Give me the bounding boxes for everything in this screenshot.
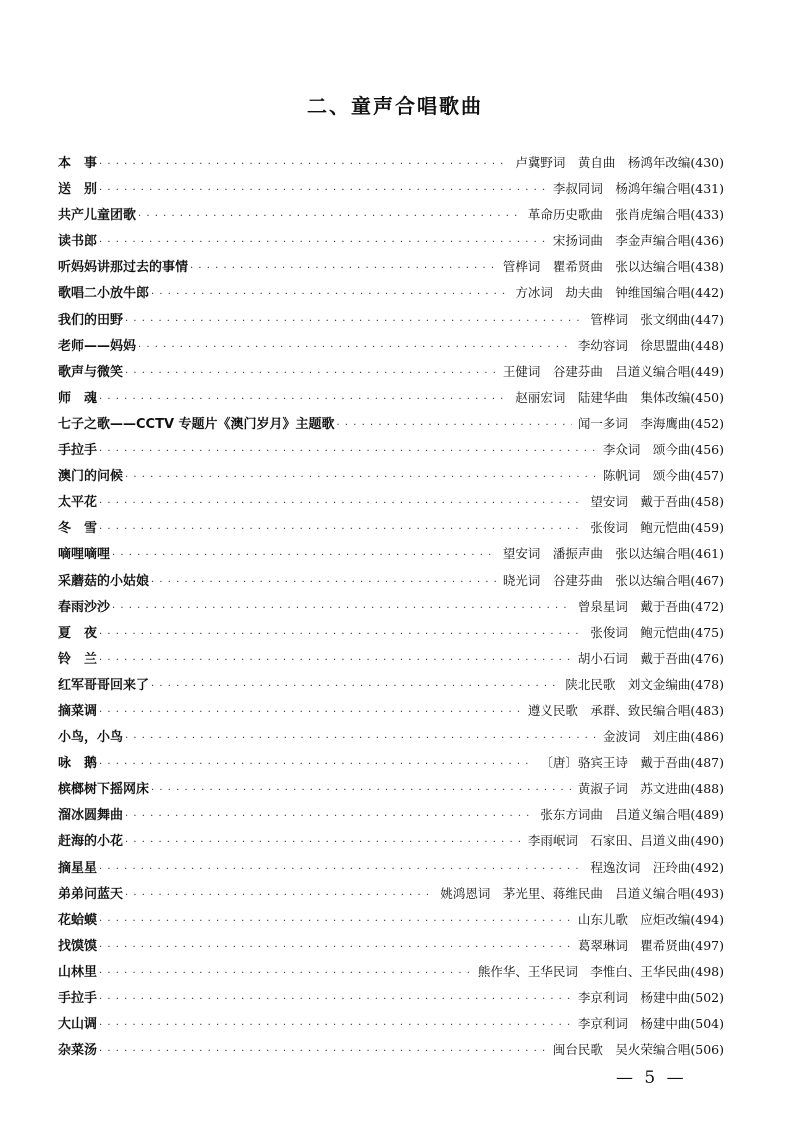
toc-entry xyxy=(58,776,724,802)
page-reference: (486) xyxy=(690,729,724,745)
toc-entry xyxy=(58,620,724,646)
dot-leader xyxy=(99,152,509,178)
dot-leader xyxy=(99,987,572,1013)
page-reference: (492) xyxy=(690,859,724,875)
page-reference: (450) xyxy=(690,389,724,405)
page-reference: (483) xyxy=(690,702,724,718)
toc-entry xyxy=(58,254,724,280)
page-reference: (506) xyxy=(690,1042,724,1058)
page-reference: (467) xyxy=(690,572,724,588)
toc-entry xyxy=(58,1037,724,1063)
song-title: 太平花 xyxy=(58,495,98,511)
song-title: 读书郎 xyxy=(58,234,98,250)
song-credits: 晓光词 谷建芬曲 张以达编合唱 xyxy=(502,572,691,588)
dot-leader xyxy=(190,256,497,282)
song-title: 手拉手 xyxy=(58,443,98,459)
page-reference: (448) xyxy=(690,337,724,353)
dot-leader xyxy=(99,517,584,543)
page-reference: (456) xyxy=(690,442,724,458)
song-title: 本 事 xyxy=(58,156,98,171)
page-reference: (459) xyxy=(690,520,724,536)
page-reference: (433) xyxy=(690,207,724,223)
song-title: 溜冰圆舞曲 xyxy=(58,808,124,824)
toc-entry xyxy=(58,280,724,306)
song-title: 嘀哩嘀哩 xyxy=(58,547,111,563)
song-credits: 管桦词 张文纲曲 xyxy=(590,311,691,327)
song-credits: 宋扬词曲 李金声编合唱 xyxy=(552,233,691,249)
page-reference: (457) xyxy=(690,468,724,484)
toc-entry xyxy=(58,646,724,672)
toc-entry xyxy=(58,802,724,828)
page-reference: (447) xyxy=(690,311,724,327)
dot-leader xyxy=(99,752,534,778)
page-reference: (431) xyxy=(690,181,724,197)
dot-leader xyxy=(151,570,497,596)
song-title: 摘菜调 xyxy=(58,703,98,719)
page-reference: (438) xyxy=(690,259,724,275)
toc-entry xyxy=(58,828,724,854)
toc-entry xyxy=(58,881,724,907)
dot-leader xyxy=(99,491,584,517)
dot-leader xyxy=(125,883,434,909)
toc-entry xyxy=(58,515,724,541)
toc-entry xyxy=(58,489,724,515)
song-credits: 李幼容词 徐思盟曲 xyxy=(577,337,691,353)
toc-entry xyxy=(58,698,724,724)
dot-leader xyxy=(99,230,547,256)
song-credits: 闻一多词 李海鹰曲 xyxy=(577,415,691,431)
toc-entry xyxy=(58,985,724,1011)
section-title: 二、童声合唱歌曲 xyxy=(307,94,483,118)
song-credits: 革命历史歌曲 张肖虎编合唱 xyxy=(527,207,691,223)
page-reference: (475) xyxy=(690,624,724,640)
page-reference: (502) xyxy=(690,990,724,1005)
song-title: 听妈妈讲那过去的事情 xyxy=(58,260,189,276)
dot-leader xyxy=(125,726,597,752)
dot-leader xyxy=(112,543,497,569)
song-credits: 张俊词 鲍元恺曲 xyxy=(590,624,691,640)
song-title: 夏 夜 xyxy=(58,625,98,641)
page-reference: (430) xyxy=(690,155,724,170)
song-title: 师 魂 xyxy=(58,390,98,406)
song-credits: 李雨岷词 石家田、吕道义曲 xyxy=(527,833,691,849)
page-reference: (478) xyxy=(690,676,724,692)
dot-leader xyxy=(337,413,572,439)
dot-leader xyxy=(99,648,572,674)
page-reference: (487) xyxy=(690,755,724,771)
song-title: 手拉手 xyxy=(58,991,98,1006)
song-credits: 望安词 潘振声曲 张以达编合唱 xyxy=(502,546,691,562)
song-credits: 葛翠琳词 瞿希贤曲 xyxy=(577,937,691,953)
dot-leader xyxy=(99,1039,547,1065)
song-title: 红军哥哥回来了 xyxy=(58,677,150,693)
toc-entry xyxy=(58,907,724,933)
dot-leader xyxy=(138,204,522,230)
dot-leader xyxy=(99,700,522,726)
dot-leader xyxy=(99,961,472,987)
page-reference: (452) xyxy=(690,415,724,431)
toc-entry xyxy=(58,933,724,959)
song-credits: 望安词 戴于吾曲 xyxy=(590,494,691,510)
song-credits: 闽台民歌 吴火荣编合唱 xyxy=(552,1042,691,1058)
table-of-contents xyxy=(58,150,724,1063)
dot-leader xyxy=(99,178,547,204)
dot-leader xyxy=(125,830,522,856)
dot-leader xyxy=(125,361,497,387)
song-credits: 姚鸿恩词 茅光里、蒋维民曲 吕道义编合唱 xyxy=(440,885,691,901)
dot-leader xyxy=(99,1013,572,1039)
toc-entry xyxy=(58,202,724,228)
page-reference: (436) xyxy=(690,233,724,249)
page-reference: (498) xyxy=(690,963,724,979)
page-reference: (442) xyxy=(690,285,724,301)
song-title: 杂菜汤 xyxy=(58,1043,98,1059)
toc-entry xyxy=(58,385,724,411)
toc-entry xyxy=(58,541,724,567)
toc-entry xyxy=(58,672,724,698)
page-reference: (461) xyxy=(690,546,724,562)
toc-entry xyxy=(58,568,724,594)
dot-leader xyxy=(99,909,572,935)
toc-entry xyxy=(58,594,724,620)
page-reference: (458) xyxy=(690,494,724,510)
page-reference: (493) xyxy=(690,885,724,901)
song-title: 摘星星 xyxy=(58,860,98,876)
dot-leader xyxy=(125,465,597,491)
toc-entry xyxy=(58,176,724,202)
dot-leader xyxy=(151,778,572,804)
song-title: 小鸟，小鸟 xyxy=(58,730,124,746)
dot-leader xyxy=(125,309,584,335)
song-title: 咏 鹅 xyxy=(58,756,98,772)
song-credits: 程逸汝词 汪玲曲 xyxy=(590,859,691,875)
dot-leader xyxy=(125,804,534,830)
toc-entry xyxy=(58,150,724,176)
song-credits: 熊作华、王华民词 李惟白、王华民曲 xyxy=(477,963,691,979)
song-title: 山林里 xyxy=(58,964,98,980)
song-title: 槟榔树下摇网床 xyxy=(58,782,150,798)
toc-entry xyxy=(58,959,724,985)
page-reference: (504) xyxy=(690,1016,724,1032)
toc-entry xyxy=(58,463,724,489)
toc-entry xyxy=(58,750,724,776)
toc-entry xyxy=(58,1011,724,1037)
song-title: 找馍馍 xyxy=(58,938,98,954)
song-title: 歌声与微笑 xyxy=(58,364,124,380)
dot-leader xyxy=(151,282,509,308)
song-credits: 黄淑子词 苏文进曲 xyxy=(577,781,691,797)
page-reference: (497) xyxy=(690,937,724,953)
song-credits: 陕北民歌 刘文金编曲 xyxy=(565,676,691,692)
toc-entry xyxy=(58,437,724,463)
dot-leader xyxy=(112,596,572,622)
song-credits: 李京利词 杨建中曲 xyxy=(577,990,691,1005)
page-reference: (489) xyxy=(690,807,724,823)
song-credits: 金波词 刘庄曲 xyxy=(602,729,691,745)
page-reference: (476) xyxy=(690,650,724,666)
page-reference: (449) xyxy=(690,363,724,379)
toc-entry xyxy=(58,307,724,333)
song-credits: 李叔同词 杨鸿年编合唱 xyxy=(552,181,691,197)
song-title: 弟弟问蓝天 xyxy=(58,886,124,902)
dot-leader xyxy=(99,935,572,961)
song-credits: 卢冀野词 黄自曲 杨鸿年改编 xyxy=(515,155,691,170)
page-number: — 5 — xyxy=(616,1068,687,1088)
song-title: 送 别 xyxy=(58,182,98,198)
toc-entry xyxy=(58,411,724,437)
song-credits: 曾泉星词 戴于吾曲 xyxy=(577,598,691,614)
page-reference: (488) xyxy=(690,781,724,797)
toc-entry xyxy=(58,724,724,750)
song-title: 老师——妈妈 xyxy=(58,338,137,354)
song-credits: 管桦词 瞿希贤曲 张以达编合唱 xyxy=(502,259,691,275)
toc-entry xyxy=(58,228,724,254)
song-title: 大山调 xyxy=(58,1017,98,1033)
dot-leader xyxy=(151,674,559,700)
dot-leader xyxy=(99,857,584,883)
song-credits: 李京利词 杨建中曲 xyxy=(577,1016,691,1032)
song-credits: 张俊词 鲍元恺曲 xyxy=(590,520,691,536)
page-reference: (494) xyxy=(690,911,724,927)
toc-entry xyxy=(58,333,724,359)
page-reference: (472) xyxy=(690,598,724,614)
song-credits: 王健词 谷建芬曲 吕道义编合唱 xyxy=(502,363,691,379)
song-credits: 李众词 颂今曲 xyxy=(602,442,691,458)
song-title: 赶海的小花 xyxy=(58,834,124,850)
song-title: 铃 兰 xyxy=(58,651,98,667)
song-title: 我们的田野 xyxy=(58,312,124,328)
song-credits: 赵丽宏词 陆建华曲 集体改编 xyxy=(515,389,691,405)
song-title: 歌唱二小放牛郎 xyxy=(58,286,150,302)
song-credits: 张东方词曲 吕道义编合唱 xyxy=(540,807,691,823)
dot-leader xyxy=(99,622,584,648)
toc-entry xyxy=(58,359,724,385)
song-title: 澳门的问候 xyxy=(58,469,124,485)
song-title: 采蘑菇的小姑娘 xyxy=(58,573,150,589)
song-title: 春雨沙沙 xyxy=(58,599,111,615)
dot-leader xyxy=(99,387,509,413)
song-credits: 陈帆词 颂今曲 xyxy=(602,468,691,484)
toc-entry xyxy=(58,855,724,881)
song-credits: 胡小石词 戴于吾曲 xyxy=(577,650,691,666)
dot-leader xyxy=(138,335,572,361)
song-title: 共产儿童团歌 xyxy=(58,208,137,224)
page-reference: (490) xyxy=(690,833,724,849)
song-credits: 山东儿歌 应炬改编 xyxy=(577,911,691,927)
song-title: 花蛤蟆 xyxy=(58,912,98,928)
song-title: 七子之歌——CCTV 专题片《澳门岁月》主题歌 xyxy=(58,416,335,432)
dot-leader xyxy=(99,439,597,465)
song-credits: 遵义民歌 承群、致民编合唱 xyxy=(527,702,691,718)
song-credits: 方冰词 劫夫曲 钟维国编合唱 xyxy=(515,285,691,301)
song-title: 冬 雪 xyxy=(58,521,98,537)
song-credits: 〔唐〕骆宾王诗 戴于吾曲 xyxy=(540,755,691,771)
